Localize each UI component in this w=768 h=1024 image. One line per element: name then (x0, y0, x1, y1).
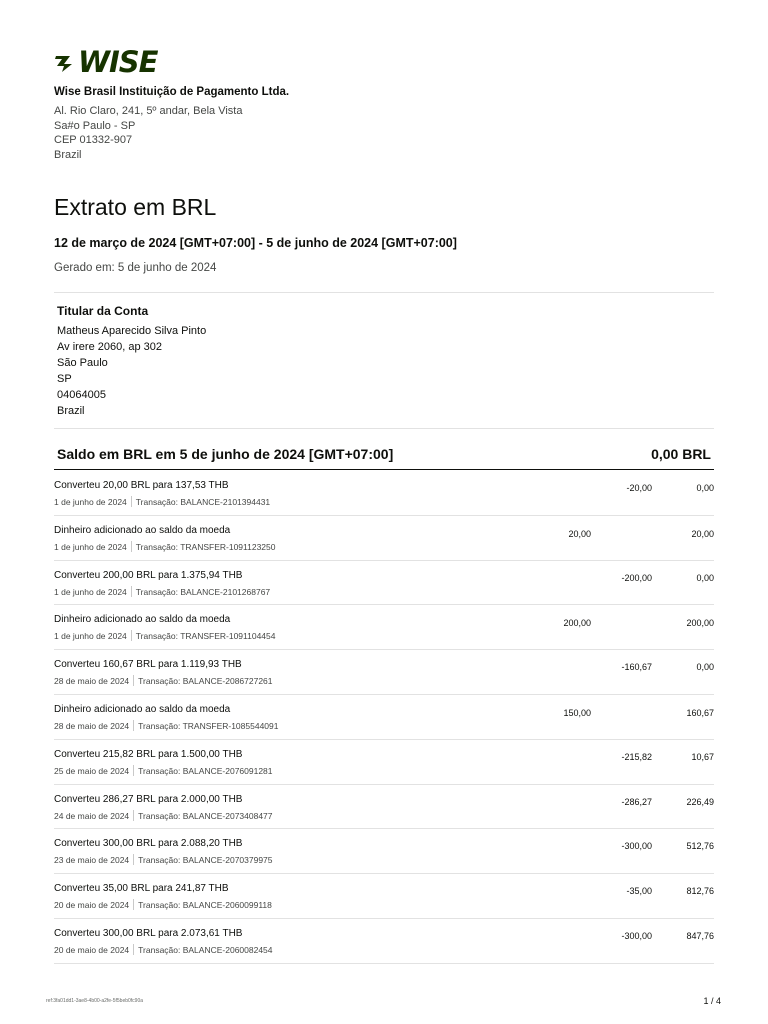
transaction-date: 1 de junho de 2024 (54, 586, 127, 597)
transaction-row (54, 740, 714, 785)
transaction-description: Converteu 300,00 BRL para 2.088,20 THB (54, 838, 243, 850)
transaction-balance: 847,76 (686, 930, 714, 941)
transaction-reference: Transação: BALANCE-2070379975 (138, 855, 273, 866)
transaction-balance: 0,00 (696, 662, 714, 673)
meta-separator (133, 810, 134, 821)
transaction-row (54, 874, 714, 919)
transaction-row (54, 650, 714, 695)
transaction-row (54, 516, 714, 561)
holder-line: Brazil (57, 405, 85, 417)
transaction-reference: Transação: BALANCE-2101394431 (135, 497, 271, 507)
wise-flag-icon (54, 52, 76, 72)
transaction-date: 24 de maio de 2024 (54, 810, 130, 821)
meta-separator (133, 854, 134, 865)
holder-line: Av irere 2060, ap 302 (57, 341, 162, 353)
transaction-row (54, 605, 714, 650)
transaction-row (54, 919, 714, 964)
meta-separator (133, 720, 134, 731)
transaction-row (54, 471, 714, 516)
transaction-meta (54, 675, 273, 686)
meta-separator (133, 944, 134, 955)
transaction-meta (54, 586, 270, 597)
transaction-description: Dinheiro adicionado ao saldo da moeda (54, 703, 231, 715)
generated-date: Gerado em: 5 de junho de 2024 (54, 262, 217, 274)
transaction-reference: Transação: TRANSFER-1091123250 (135, 541, 276, 552)
transaction-row (54, 561, 714, 606)
holder-line: 04064005 (57, 389, 106, 401)
transaction-description: Converteu 200,00 BRL para 1.375,94 THB (54, 569, 243, 581)
transaction-description: Converteu 215,82 BRL para 1.500,00 THB (54, 748, 243, 760)
holder-line: São Paulo (57, 357, 108, 369)
transaction-date: 25 de maio de 2024 (54, 765, 130, 776)
transaction-meta (54, 541, 276, 552)
transaction-meta (54, 944, 273, 955)
transaction-reference: Transação: BALANCE-2060082454 (138, 944, 273, 955)
transaction-date: 1 de junho de 2024 (54, 541, 127, 552)
meta-separator (131, 496, 132, 507)
meta-separator (131, 541, 132, 552)
account-holder-title: Titular da Conta (57, 304, 149, 318)
closing-balance-label: Saldo em BRL em 5 de junho de 2024 [GMT+07:00] (57, 446, 394, 462)
company-address (54, 104, 242, 162)
section-divider (54, 428, 714, 429)
address-line: CEP 01332-907 (54, 134, 133, 146)
transaction-reference: Transação: TRANSFER-1085544091 (138, 720, 279, 731)
transaction-reference: Transação: BALANCE-2086727261 (138, 676, 273, 687)
transaction-balance: 226,49 (686, 796, 714, 807)
transaction-meta (54, 720, 278, 731)
address-line: Al. Rio Claro, 241, 5º andar, Bela Vista (54, 105, 243, 117)
transaction-description: Dinheiro adicionado ao saldo da moeda (54, 614, 231, 626)
address-line: Brazil (54, 148, 82, 161)
transaction-meta (54, 810, 273, 821)
transaction-meta (54, 899, 272, 910)
address-line: Sa#o Paulo - SP (54, 119, 136, 132)
transaction-row (54, 695, 714, 740)
transaction-outgoing: -20,00 (626, 483, 652, 493)
transaction-outgoing: -35,00 (626, 886, 652, 897)
transaction-description: Converteu 160,67 BRL para 1.119,93 THB (54, 659, 242, 671)
transaction-reference: Transação: BALANCE-2073408477 (138, 810, 273, 821)
transaction-balance: 0,00 (696, 572, 714, 583)
transaction-reference: Transação: BALANCE-2076091281 (138, 765, 273, 776)
meta-separator (131, 586, 132, 597)
meta-separator (133, 765, 134, 776)
transaction-date: 1 de junho de 2024 (54, 631, 127, 642)
closing-balance-row (54, 444, 714, 470)
logo-wordmark: WISE (78, 45, 158, 79)
transaction-reference: Transação: BALANCE-2060099118 (138, 900, 272, 911)
transaction-list (54, 471, 714, 964)
transaction-balance: 0,00 (696, 483, 714, 493)
transaction-meta (54, 496, 270, 507)
transaction-meta (54, 630, 276, 641)
transaction-date: 28 de maio de 2024 (54, 676, 130, 687)
transaction-date: 20 de maio de 2024 (54, 900, 130, 911)
transaction-reference: Transação: TRANSFER-1091104454 (135, 631, 276, 642)
transaction-outgoing: -286,27 (621, 796, 652, 807)
company-name: Wise Brasil Instituição de Pagamento Ltda. (54, 86, 290, 98)
transaction-outgoing: -300,00 (621, 841, 652, 852)
meta-separator (131, 630, 132, 641)
holder-line: Matheus Aparecido Silva Pinto (57, 325, 207, 337)
transaction-balance: 20,00 (691, 528, 714, 539)
transaction-meta (54, 765, 273, 776)
transaction-reference: Transação: BALANCE-2101268767 (135, 586, 271, 597)
transaction-balance: 160,67 (686, 707, 714, 718)
wise-logo (54, 45, 158, 79)
closing-balance-value: 0,00 BRL (651, 446, 711, 462)
transaction-date: 1 de junho de 2024 (54, 497, 127, 507)
meta-separator (133, 899, 134, 910)
transaction-outgoing: -200,00 (621, 572, 652, 583)
transaction-description: Converteu 286,27 BRL para 2.000,00 THB (54, 793, 243, 805)
statement-title: Extrato em BRL (54, 194, 217, 220)
transaction-date: 20 de maio de 2024 (54, 944, 130, 955)
section-divider (54, 292, 714, 293)
transaction-row (54, 785, 714, 830)
transaction-description: Converteu 20,00 BRL para 137,53 THB (54, 480, 229, 491)
transaction-outgoing: -160,67 (621, 662, 652, 673)
transaction-description: Converteu 35,00 BRL para 241,87 THB (54, 883, 229, 895)
transaction-balance: 200,00 (686, 618, 714, 629)
transaction-description: Dinheiro adicionado ao saldo da moeda (54, 524, 231, 536)
transaction-outgoing: -215,82 (621, 751, 652, 762)
transaction-incoming: 200,00 (563, 618, 591, 629)
transaction-balance: 10,67 (691, 751, 714, 762)
transaction-balance: 512,76 (686, 841, 714, 852)
transaction-date: 28 de maio de 2024 (54, 720, 130, 731)
transaction-incoming: 150,00 (563, 707, 591, 718)
transaction-balance: 812,76 (686, 886, 714, 897)
transaction-outgoing: -300,00 (621, 930, 652, 941)
page-number: 1 / 4 (703, 996, 721, 1006)
transaction-meta (54, 854, 273, 865)
meta-separator (133, 675, 134, 686)
holder-line: SP (57, 373, 72, 385)
account-holder-details (57, 323, 206, 419)
transaction-incoming: 20,00 (568, 528, 591, 539)
document-reference: ref:3fa01dd1-3ae8-4b00-a2fe-5f5beb0fc90a (46, 998, 144, 1004)
statement-period: 12 de março de 2024 [GMT+07:00] - 5 de junho de 2024 [GMT+07:00] (54, 236, 457, 250)
transaction-description: Converteu 300,00 BRL para 2.073,61 THB (54, 927, 243, 939)
transaction-date: 23 de maio de 2024 (54, 855, 130, 866)
transaction-row (54, 829, 714, 874)
